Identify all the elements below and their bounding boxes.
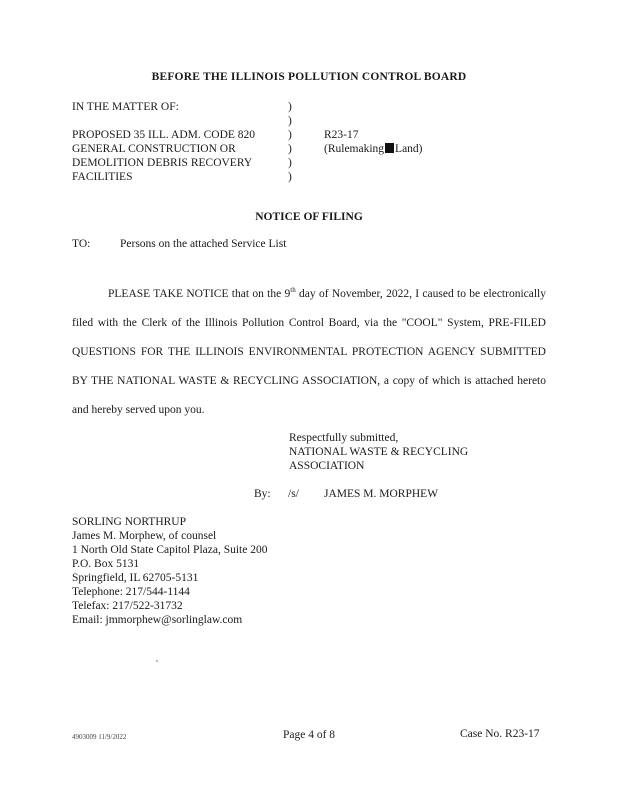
docket-type: [324, 143, 423, 155]
signer-name: JAMES M. MORPHEW: [324, 488, 439, 500]
footer-doc-id: 4903009 11/9/2022: [72, 733, 127, 741]
firm-name: SORLING NORTHRUP: [72, 516, 187, 528]
docket-type-after: Land): [395, 143, 423, 155]
redaction-mark: [385, 143, 394, 153]
signature-org-line1: NATIONAL WASTE & RECYCLING: [289, 446, 469, 458]
caption-paren: ): [288, 171, 292, 183]
signature-org-line2: ASSOCIATION: [289, 460, 365, 472]
notice-text-end: day of November, 2022, I caused to be electronically filed with the Clerk of the Illinois Pollution Control Board, via the "COOL" System, PRE-FILED QUESTIONS FOR THE ILLINOIS ENVIRONMENTAL PROTECTION AGENCY SUBMITTED BY THE NATIONAL WASTE & RECYCLING ASSOCIATION, a copy of which is attached hereto and hereby served upon you.: [72, 287, 546, 416]
caption-paren: ): [288, 115, 292, 127]
notice-title: NOTICE OF FILING: [255, 211, 363, 223]
notice-text-start: PLEASE TAKE NOTICE that on the 9: [108, 287, 291, 300]
docket-number: R23-17: [324, 129, 359, 141]
notice-paragraph: [72, 276, 546, 425]
to-recipients: Persons on the attached Service List: [120, 238, 287, 250]
caption-line-code: PROPOSED 35 ILL. ADM. CODE 820: [72, 129, 256, 141]
firm-email: Email: jmmorphew@sorlinglaw.com: [72, 614, 243, 626]
firm-telephone: Telephone: 217/544-1144: [72, 586, 190, 598]
closing: Respectfully submitted,: [289, 432, 399, 444]
docket-type-before: (Rulemaking: [324, 143, 385, 155]
caption-line-construction: GENERAL CONSTRUCTION OR: [72, 143, 236, 155]
caption-paren: ): [288, 129, 292, 141]
caption-paren: ): [288, 101, 292, 113]
firm-city: Springfield, IL 62705-5131: [72, 572, 199, 584]
notice-text-sup: th: [290, 286, 296, 294]
caption-line-debris: DEMOLITION DEBRIS RECOVERY: [72, 157, 253, 169]
footer-page-number: Page 4 of 8: [282, 729, 336, 741]
caption-line-facilities: FACILITIES: [72, 171, 133, 183]
caption-line-matter: IN THE MATTER OF:: [72, 101, 179, 113]
firm-po-box: P.O. Box 5131: [72, 558, 140, 570]
caption-paren: ): [288, 157, 292, 169]
by-label: By:: [254, 488, 271, 500]
firm-telefax: Telefax: 217/522-31732: [72, 600, 183, 612]
board-title: BEFORE THE ILLINOIS POLLUTION CONTROL BOARD: [151, 71, 467, 83]
footer-case-number: Case No. R23-17: [460, 728, 540, 740]
to-label: TO:: [72, 238, 91, 250]
caption-paren: ): [288, 143, 292, 155]
electronic-signature-mark: /s/: [288, 488, 299, 500]
firm-attorney: James M. Morphew, of counsel: [72, 530, 217, 542]
firm-address: 1 North Old State Capitol Plaza, Suite 200: [72, 544, 268, 556]
scan-artifact: ': [156, 658, 158, 670]
